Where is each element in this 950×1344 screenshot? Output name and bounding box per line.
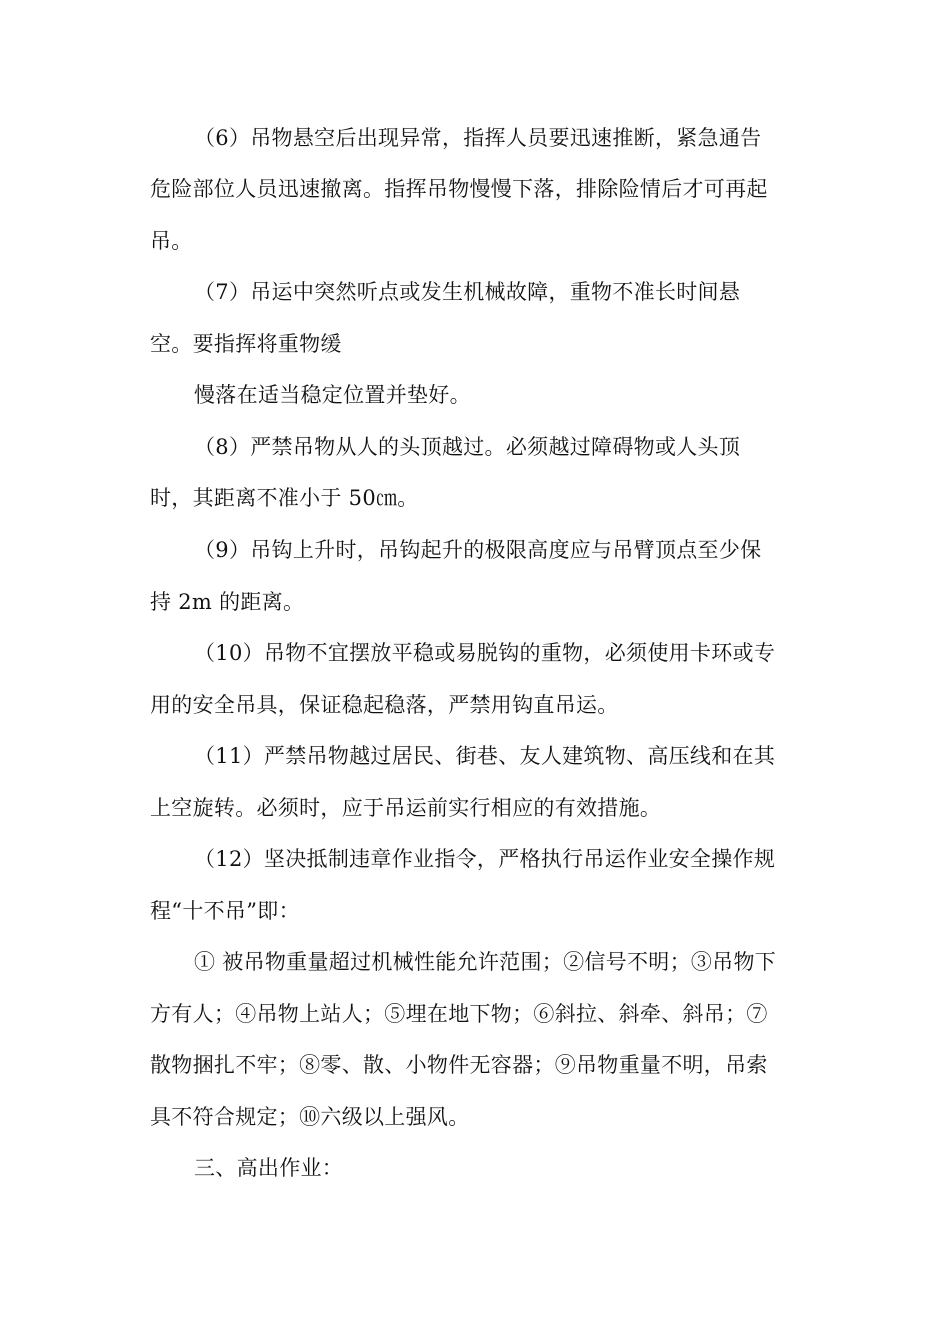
text-line: （9）吊钩上升时，吊钩起升的极限高度应与吊臂顶点至少保 xyxy=(194,538,762,562)
text-line: 吊。 xyxy=(150,229,193,253)
text-line: 程“十不吊”即： xyxy=(150,899,300,923)
text-line: 方有人；④吊物上站人；⑤埋在地下物；⑥斜拉、斜牵、斜吊；⑦ xyxy=(150,1002,768,1026)
text-line: （6）吊物悬空后出现异常，指挥人员要迅速推断，紧急通告 xyxy=(194,126,762,150)
text-line: （12）坚决抵制违章作业指令，严格执行吊运作业安全操作规 xyxy=(194,847,776,871)
text-line: 慢落在适当稳定位置并垫好。 xyxy=(194,383,471,407)
text-line: （11）严禁吊物越过居民、街巷、友人建筑物、高压线和在其 xyxy=(194,744,776,768)
text-line: 散物捆扎不牢；⑧零、散、小物件无容器；⑨吊物重量不明，吊索 xyxy=(150,1053,768,1077)
text-line: 用的安全吊具，保证稳起稳落，严禁用钩直吊运。 xyxy=(150,693,619,717)
text-line: （7）吊运中突然听点或发生机械故障，重物不准长时间悬 xyxy=(194,280,741,304)
text-line: （8）严禁吊物从人的头顶越过。必须越过障碍物或人头顶 xyxy=(194,435,741,459)
text-line: ① 被吊物重量超过机械性能允许范围；②信号不明；③吊物下 xyxy=(194,950,777,974)
text-line: （10）吊物不宜摆放平稳或易脱钩的重物，必须使用卡环或专 xyxy=(194,641,776,665)
text-line: 危险部位人员迅速撤离。指挥吊物慢慢下落，排除险情后才可再起 xyxy=(150,177,768,201)
text-line: 具不符合规定；⑩六级以上强风。 xyxy=(150,1105,470,1129)
section-heading: 三、高出作业： xyxy=(194,1156,344,1180)
text-line: 空。要指挥将重物缓 xyxy=(150,332,342,356)
text-line: 时，其距离不准小于 50㎝。 xyxy=(150,486,419,510)
text-line: 持 2m 的距离。 xyxy=(150,590,305,614)
text-line: 上空旋转。必须时，应于吊运前实行相应的有效措施。 xyxy=(150,796,662,820)
